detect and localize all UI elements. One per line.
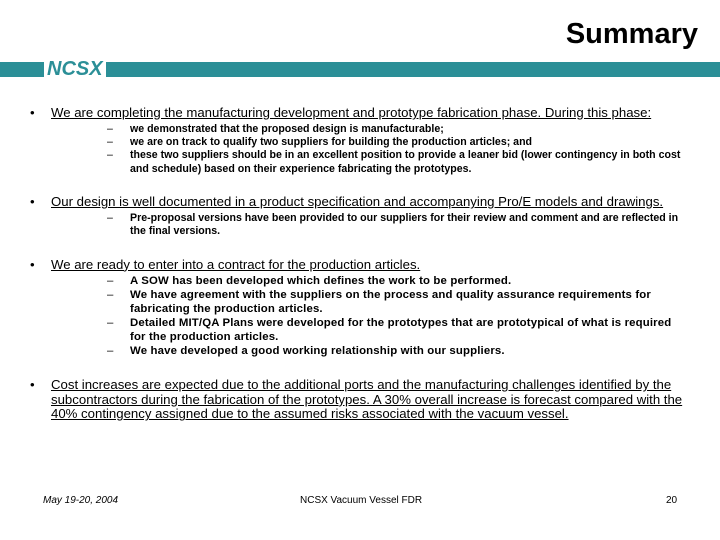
bullet-dot-icon: • (30, 105, 35, 120)
dash-icon: – (107, 317, 114, 330)
sub-item (51, 344, 690, 358)
sub-item-text: Pre-proposal versions have been provided to our suppliers for their review and comment and are reflected in the final versions. (130, 211, 679, 238)
ncsx-logo: NCSX (44, 58, 106, 80)
bullet-item (30, 195, 690, 238)
dash-icon: – (107, 289, 114, 302)
header-bar (0, 62, 720, 77)
bullet-dot-icon: • (30, 194, 35, 210)
bullet-text: Our design is well documented in a product specification and accompanying Pro/E models and drawings. (51, 194, 664, 210)
bullet-dot-icon: • (30, 256, 35, 272)
footer-title: NCSX Vacuum Vessel FDR (300, 495, 423, 506)
bullet-item (30, 106, 690, 176)
dash-icon: – (107, 136, 113, 148)
sub-item-text: We have developed a good working relationship with our suppliers. (130, 345, 505, 358)
dash-icon: – (107, 122, 113, 135)
sub-item (51, 316, 690, 344)
bullet-text: We are ready to enter into a contract for the production articles. (51, 256, 421, 272)
sub-item (51, 136, 690, 149)
dash-icon: – (107, 345, 114, 358)
bullet-text: Cost increases are expected due to the additional ports and the manufacturing challenges identified by the subcontractors during the fabrication of the prototypes. A 30% overall increase is forecast compared with the 40% contingency assigned due to the assumed risks associated with the vacuum vessel. (51, 377, 683, 422)
sub-item-text: A SOW has been developed which defines the work to be performed. (130, 275, 512, 288)
dash-icon: – (107, 211, 113, 224)
bullet-text: We are completing the manufacturing development and prototype fabrication phase. During this phase: (51, 105, 652, 120)
sub-list (51, 274, 690, 358)
dash-icon: – (107, 275, 114, 288)
sub-list (51, 123, 690, 177)
bullet-item (30, 258, 690, 359)
sub-item (51, 212, 690, 239)
sub-item (51, 274, 690, 288)
sub-item (51, 123, 690, 136)
sub-item-text: these two suppliers should be in an excellent position to provide a leaner bid (lower contingency in both cost and schedule) based on their experience fabricating the prototypes. (130, 149, 681, 175)
bullet-item (30, 378, 690, 422)
sub-item-text: we demonstrated that the proposed design is manufacturable; (130, 122, 444, 135)
bullet-dot-icon: • (30, 377, 35, 393)
sub-item-text: Detailed MIT/QA Plans were developed for the prototypes that are prototypical of what is required for the production articles. (130, 317, 672, 344)
sub-item (51, 288, 690, 316)
sub-item-text: we are on track to qualify two suppliers for building the production articles; and (130, 136, 533, 148)
page-number: 20 (666, 495, 678, 506)
sub-item-text: We have agreement with the suppliers on the process and quality assurance requirements for fabricating the production articles. (130, 289, 651, 316)
dash-icon: – (107, 149, 113, 162)
slide-content (30, 106, 690, 422)
footer-date: May 19-20, 2004 (43, 495, 119, 506)
sub-item (51, 149, 690, 176)
slide-title: Summary (565, 18, 698, 50)
sub-list (51, 212, 690, 239)
